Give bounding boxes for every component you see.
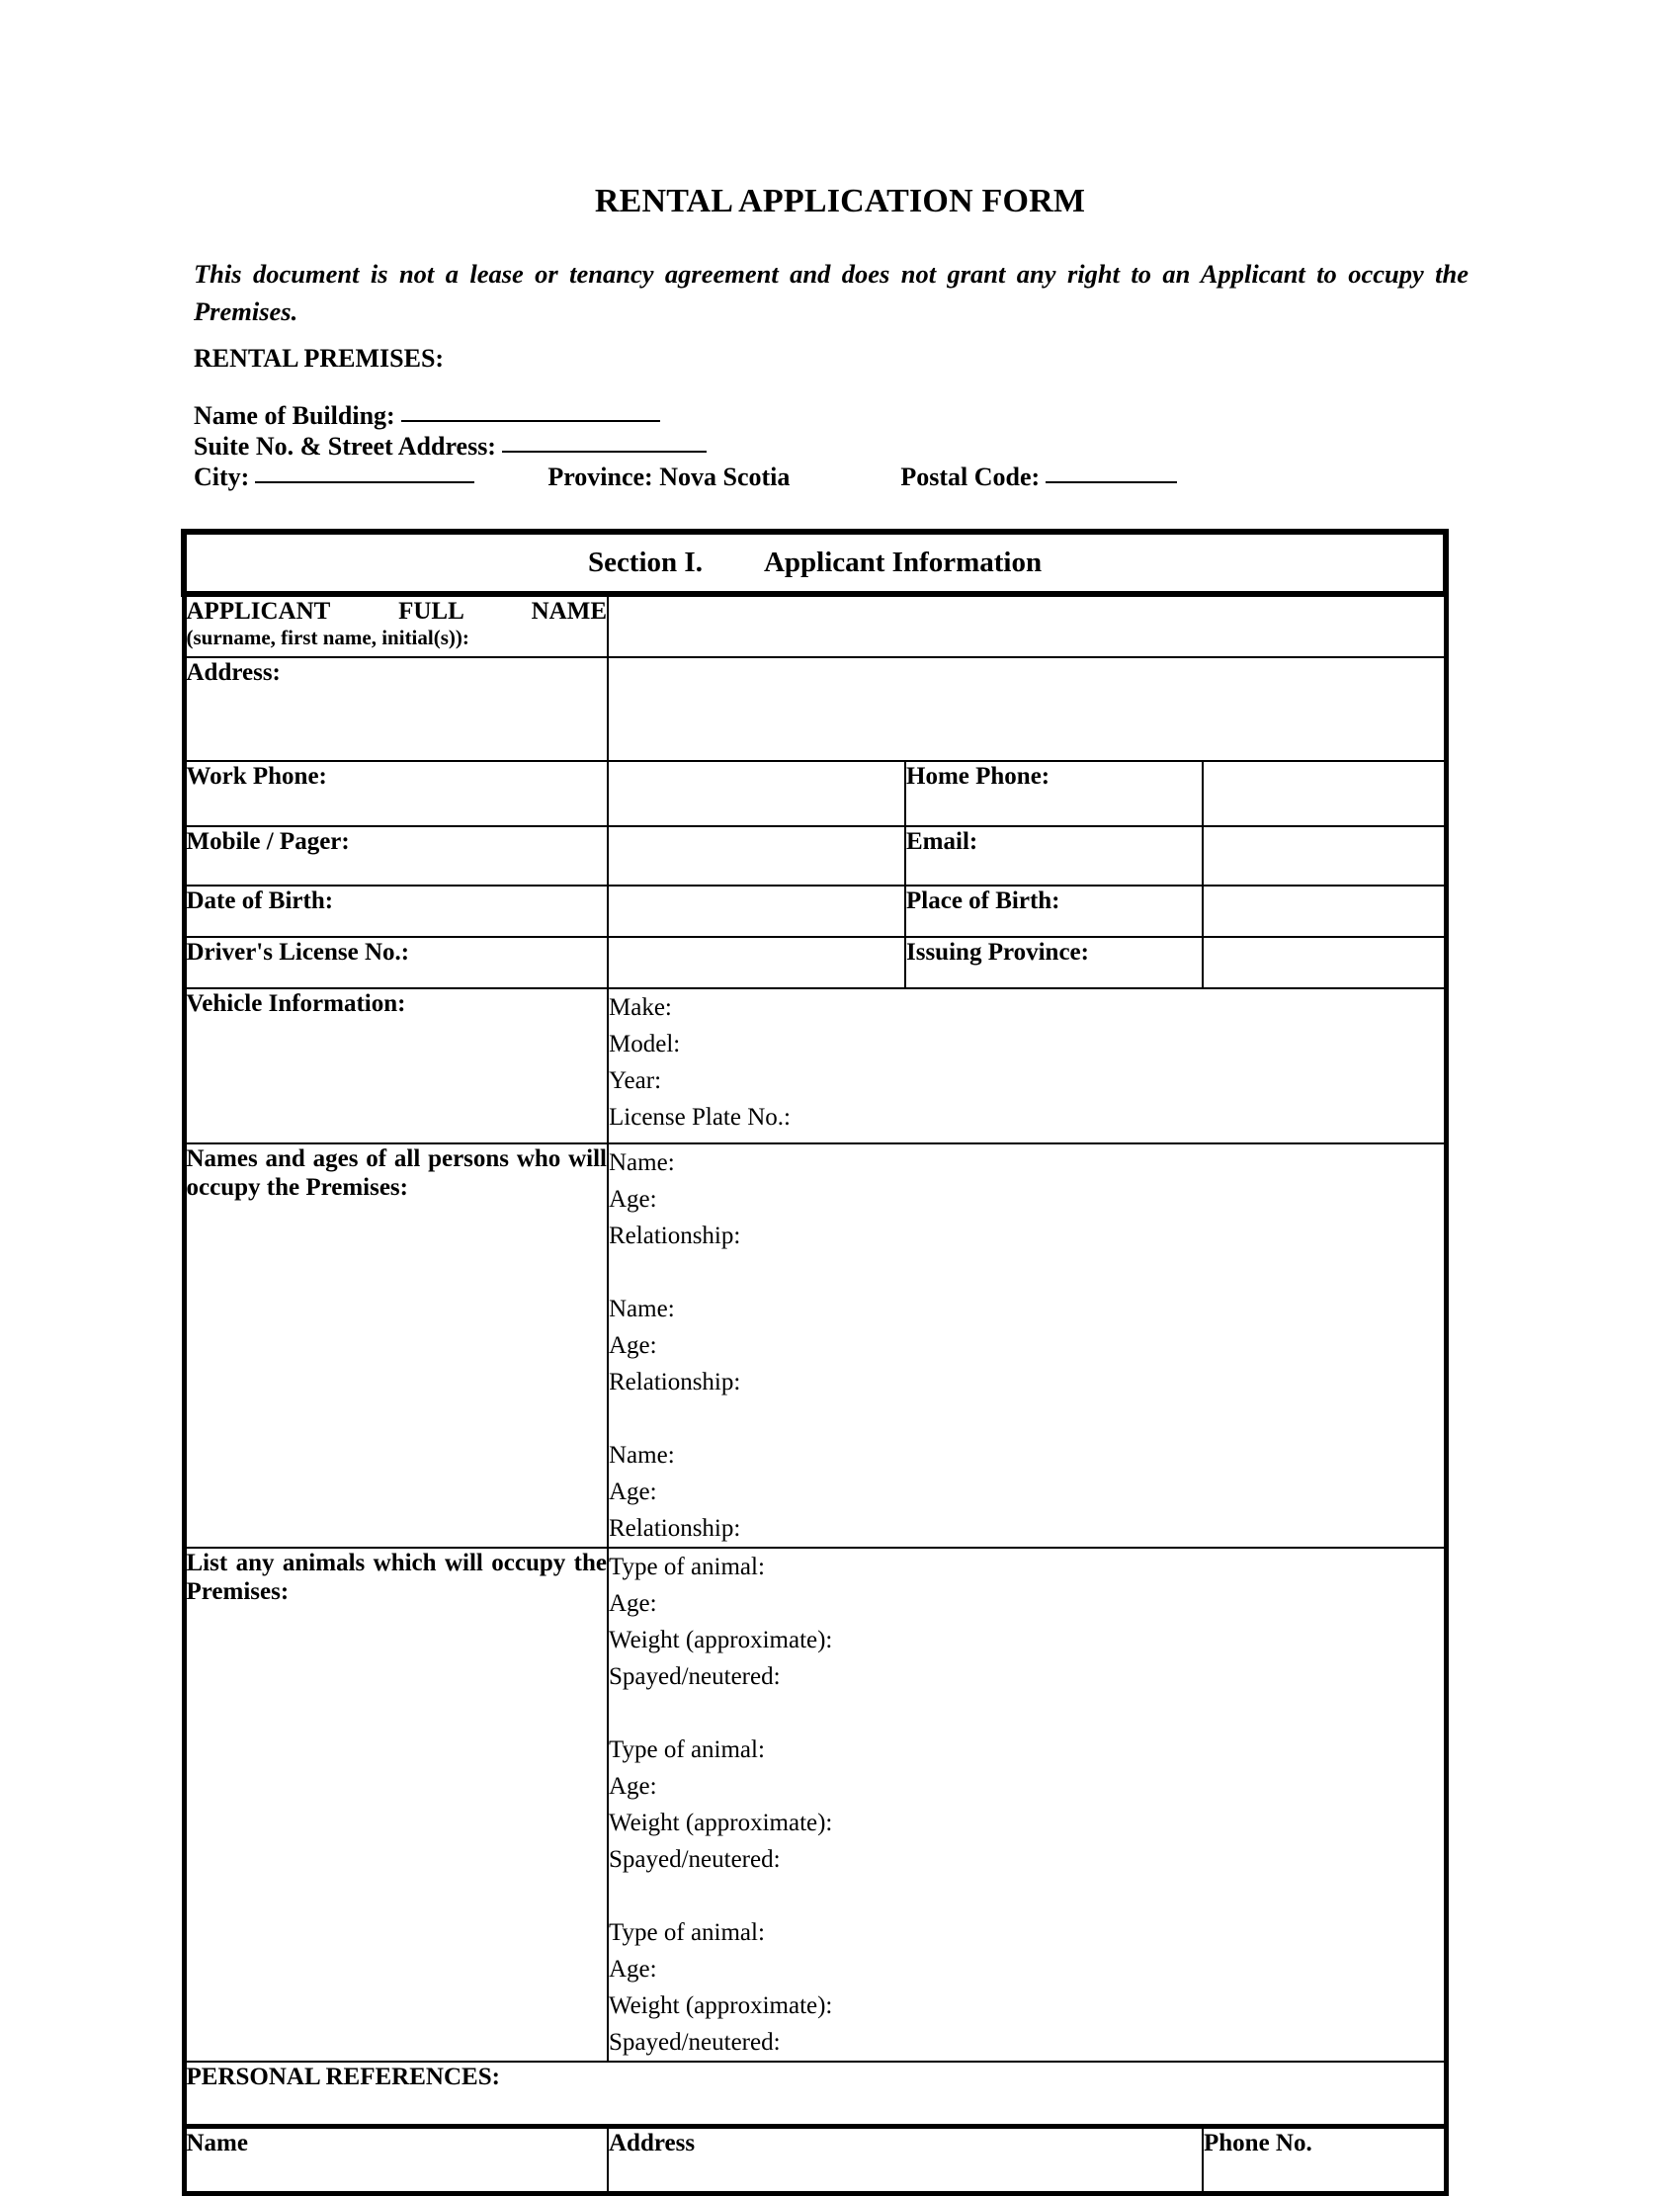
vehicle-year-label: Year:	[609, 1067, 662, 1094]
vehicle-model-label: Model:	[609, 1031, 681, 1057]
reference-phone-column-header-cell	[1203, 2127, 1446, 2194]
applicant-name-row	[184, 594, 1446, 657]
city-province-postal-line	[194, 462, 1478, 492]
occupant-2-age-label: Age:	[609, 1332, 657, 1359]
place-of-birth-label-cell	[905, 886, 1203, 937]
occupants-input[interactable]	[608, 1143, 1446, 1548]
reference-phone-column-header: Phone No.	[1204, 2130, 1312, 2156]
occupants-label: Names and ages of all persons who will occupy the Premises:	[186, 1145, 607, 1201]
applicant-name-label-cell	[184, 594, 608, 657]
date-of-birth-label-cell	[184, 886, 608, 937]
work-phone-input[interactable]	[608, 761, 905, 826]
vehicle-plate-label: License Plate No.:	[609, 1104, 791, 1131]
work-home-phone-row	[184, 761, 1446, 826]
page-title: RENTAL APPLICATION FORM	[594, 183, 1086, 219]
disclaimer-paragraph: This document is not a lease or tenancy agreement and does not grant any right to an Applicant to occupy the Premises.	[194, 259, 1469, 326]
applicant-name-input[interactable]	[608, 594, 1446, 657]
occupant-1-age-label: Age:	[609, 1186, 657, 1213]
animals-label: List any animals which will occupy the Premises:	[186, 1550, 607, 1605]
home-phone-label: Home Phone:	[906, 763, 1050, 790]
mobile-pager-input[interactable]	[608, 826, 905, 886]
issuing-province-label-cell	[905, 937, 1203, 988]
city-label: City:	[194, 463, 250, 491]
occupant-3-name-label: Name:	[609, 1442, 675, 1469]
animals-input[interactable]	[608, 1548, 1446, 2062]
email-label: Email:	[906, 828, 978, 855]
occupant-2-relationship-label: Relationship:	[609, 1369, 741, 1395]
animal-3-spayed-label: Spayed/neutered:	[609, 2029, 781, 2056]
section-number: Section I.	[587, 547, 703, 578]
place-of-birth-input[interactable]	[1203, 886, 1446, 937]
animal-3-age-label: Age:	[609, 1956, 657, 1983]
animal-spacer-1	[609, 1695, 1444, 1731]
animal-spacer-2	[609, 1878, 1444, 1914]
personal-references-heading: PERSONAL REFERENCES:	[186, 2064, 500, 2090]
address-input[interactable]	[608, 657, 1446, 761]
occupant-spacer-2	[609, 1400, 1444, 1437]
occupants-row	[184, 1143, 1446, 1548]
animal-1-weight-label: Weight (approximate):	[609, 1627, 833, 1653]
section-banner-cell	[184, 532, 1446, 594]
building-name-label: Name of Building:	[194, 401, 395, 430]
street-address-line	[194, 431, 1478, 462]
occupant-1-relationship-label: Relationship:	[609, 1223, 741, 1249]
home-phone-label-cell	[905, 761, 1203, 826]
vehicle-information-row	[184, 988, 1446, 1143]
animal-2-type-label: Type of animal:	[609, 1736, 765, 1763]
rental-premises-heading: RENTAL PREMISES:	[194, 344, 445, 373]
animal-3-type-label: Type of animal:	[609, 1919, 765, 1946]
animal-1-spayed-label: Spayed/neutered:	[609, 1663, 781, 1690]
work-phone-label: Work Phone:	[186, 763, 327, 790]
postal-code-blank[interactable]	[1046, 481, 1177, 483]
occupant-3-age-label: Age:	[609, 1478, 657, 1505]
reference-name-column-header: Name	[186, 2130, 248, 2156]
section-banner-row	[184, 532, 1446, 594]
street-address-blank[interactable]	[502, 451, 707, 453]
vehicle-information-label-cell	[184, 988, 608, 1143]
mobile-email-row	[184, 826, 1446, 886]
animals-label-cell	[184, 1548, 608, 2062]
date-of-birth-input[interactable]	[608, 886, 905, 937]
animal-1-age-label: Age:	[609, 1590, 657, 1617]
drivers-license-input[interactable]	[608, 937, 905, 988]
drivers-license-label: Driver's License No.:	[186, 939, 410, 966]
building-name-line	[194, 400, 1478, 431]
occupant-spacer-1	[609, 1254, 1444, 1291]
reference-address-column-header: Address	[609, 2130, 696, 2156]
premises-fields	[194, 400, 1478, 492]
birth-row	[184, 886, 1446, 937]
vehicle-make-label: Make:	[609, 994, 672, 1021]
animals-row	[184, 1548, 1446, 2062]
place-of-birth-label: Place of Birth:	[906, 887, 1060, 914]
address-label: Address:	[186, 659, 281, 686]
mobile-pager-label-cell	[184, 826, 608, 886]
section-name: Applicant Information	[763, 547, 1043, 578]
reference-name-column-header-cell	[184, 2127, 608, 2194]
occupants-label-cell	[184, 1143, 608, 1548]
email-label-cell	[905, 826, 1203, 886]
building-name-blank[interactable]	[401, 420, 660, 422]
mobile-pager-label: Mobile / Pager:	[186, 828, 350, 855]
issuing-province-label: Issuing Province:	[906, 939, 1089, 966]
applicant-name-sublabel: (surname, first name, initial(s)):	[186, 626, 469, 649]
reference-address-column-header-cell	[608, 2127, 1203, 2194]
date-of-birth-label: Date of Birth:	[186, 887, 334, 914]
applicant-information-table	[181, 529, 1449, 2196]
personal-references-heading-cell	[184, 2062, 1446, 2127]
occupant-3-relationship-label: Relationship:	[609, 1515, 741, 1542]
references-column-header-row	[184, 2127, 1446, 2194]
occupant-1-name-label: Name:	[609, 1149, 675, 1176]
drivers-license-row	[184, 937, 1446, 988]
applicant-name-label: APPLICANT FULL NAME	[186, 598, 607, 625]
animal-2-spayed-label: Spayed/neutered:	[609, 1846, 781, 1873]
email-input[interactable]	[1203, 826, 1446, 886]
street-address-label: Suite No. & Street Address:	[194, 432, 496, 461]
vehicle-information-label: Vehicle Information:	[186, 990, 406, 1017]
postal-code-label: Postal Code:	[900, 463, 1041, 491]
address-row	[184, 657, 1446, 761]
province-value: Nova Scotia	[659, 463, 791, 491]
address-label-cell	[184, 657, 608, 761]
occupant-2-name-label: Name:	[609, 1296, 675, 1322]
animal-2-weight-label: Weight (approximate):	[609, 1810, 833, 1836]
personal-references-heading-row	[184, 2062, 1446, 2127]
province-label: Province:	[547, 463, 653, 491]
home-phone-input[interactable]	[1203, 761, 1446, 826]
work-phone-label-cell	[184, 761, 608, 826]
drivers-license-label-cell	[184, 937, 608, 988]
issuing-province-input[interactable]	[1203, 937, 1446, 988]
animal-2-age-label: Age:	[609, 1773, 657, 1800]
vehicle-information-input[interactable]	[608, 988, 1446, 1143]
animal-3-weight-label: Weight (approximate):	[609, 1992, 833, 2019]
animal-1-type-label: Type of animal:	[609, 1554, 765, 1580]
city-blank[interactable]	[255, 481, 474, 483]
